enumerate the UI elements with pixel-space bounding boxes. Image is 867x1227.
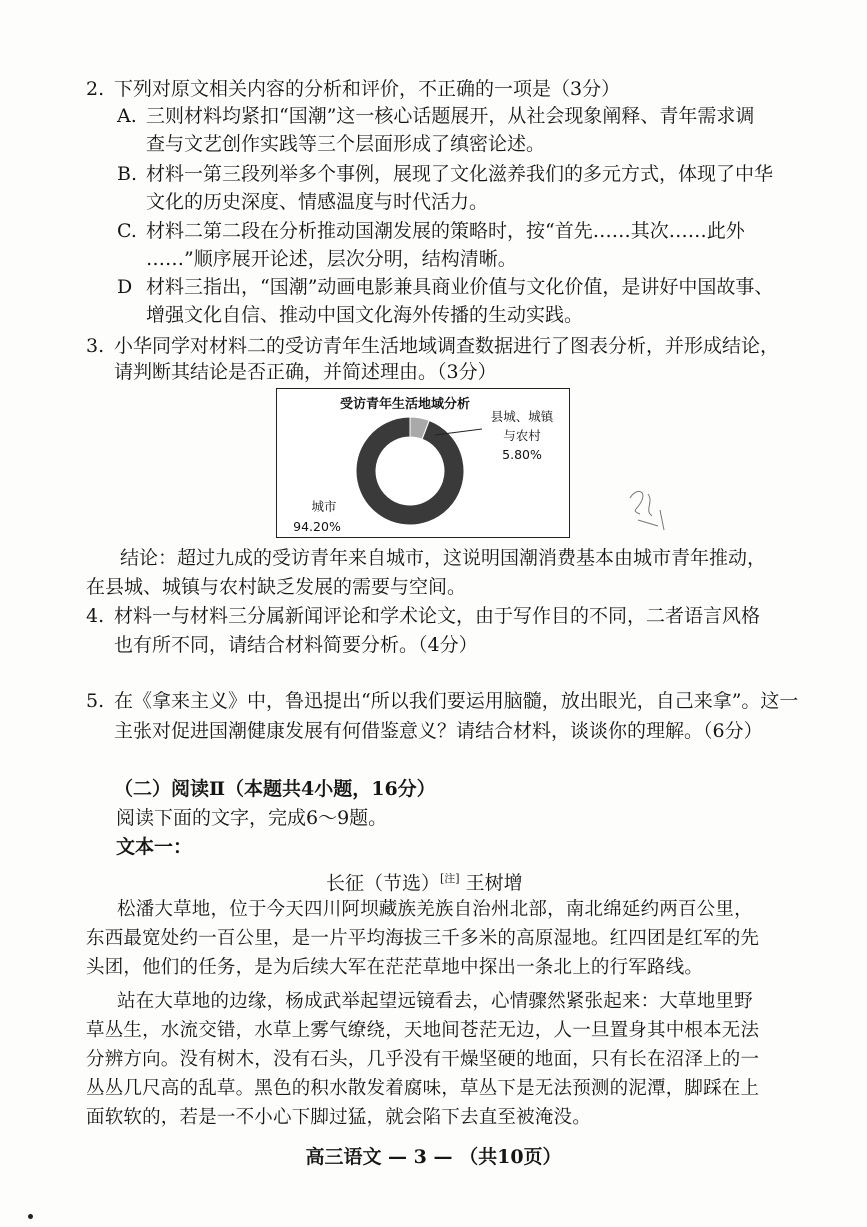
para2-line1: 站在大草地的边缘，杨成武举起望远镜看去，心情骤然紧张起来：大草地里野	[117, 991, 753, 1012]
q2-option-a-line1: 三则材料均紧扣“国潮”这一核心话题展开，从社会现象阐释、青年需求调	[146, 105, 755, 127]
section2-instruction: 阅读下面的文字，完成6～9题。	[116, 807, 388, 829]
rural-label-line2: 与农村	[503, 428, 541, 443]
q4-number: 4.	[86, 605, 105, 627]
article-title: 长征（节选）	[326, 872, 441, 895]
chart-svg	[277, 389, 569, 537]
para1-line2: 东西最宽处约一百公里，是一片平均海拔三千多米的高原湿地。红四团是红军的先	[86, 928, 760, 949]
q3-conclusion-line1: 结论：超过九成的受访青年来自城市，这说明国潮消费基本由城市青年推动，	[120, 547, 767, 569]
q2-option-a-label: A.	[117, 105, 137, 127]
rural-pct-label: 5.80%	[502, 447, 542, 462]
q5-line2: 主张对促进国潮健康发展有何借鉴意义？请结合材料，谈谈你的理解。（6分）	[114, 720, 763, 742]
q4-line2: 也有所不同，请结合材料简要分析。（4分）	[114, 634, 478, 656]
q4-line1: 材料一与材料三分属新闻评论和学术论文，由于写作目的不同，二者语言风格	[114, 605, 761, 627]
article-author: 王树增	[465, 872, 523, 895]
para2-line3: 分辨方向。没有树木，没有石头，几乎没有干燥坚硬的地面，只有长在沼泽上的一	[86, 1049, 760, 1070]
q3-conclusion-line2: 在县城、城镇与农村缺乏发展的需要与空间。	[86, 576, 467, 598]
article-note-mark: [注]	[440, 872, 460, 885]
section2-heading: （二）阅读Ⅱ（本题共4小题，16分）	[114, 778, 436, 800]
para2-line5: 面软软的，若是一不小心下脚过猛，就会陷下去直至被淹没。	[86, 1107, 591, 1128]
q2-stem: 下列对原文相关内容的分析和评价，不正确的一项是（3分）	[114, 78, 621, 100]
rural-label-line1: 县城、城镇	[490, 409, 554, 424]
para1-line1: 松潘大草地，位于今天四川阿坝藏族羌族自治州北部，南北绵延约两百公里，	[117, 899, 753, 920]
chart-title: 受访青年生活地域分析	[339, 397, 471, 412]
article-title-row	[326, 866, 523, 896]
city-pct-label: 94.20%	[293, 519, 341, 534]
para1-line3: 头团，他们的任务，是为后续大军在茫茫草地中探出一条北上的行军路线。	[86, 957, 704, 978]
q3-line1: 小华同学对材料二的受访青年生活地域调查数据进行了图表分析，并形成结论，	[114, 335, 780, 357]
q2-number: 2.	[86, 78, 105, 100]
q2-option-c-label: C.	[117, 220, 137, 242]
scan-dot-mark	[28, 1214, 33, 1219]
q2-option-a-line2: 查与文艺创作实践等三个层面形成了缜密论述。	[146, 133, 546, 155]
city-label: 城市	[311, 499, 337, 514]
q2-option-c-line2: ……”顺序展开论述，层次分明，结构清晰。	[146, 248, 517, 270]
q2-option-b-label: B.	[117, 163, 138, 185]
q2-option-c-line1: 材料二第二段在分析推动国潮发展的策略时，按“首先……其次……此外	[146, 220, 745, 242]
q3-number: 3.	[86, 335, 105, 357]
para2-line4: 丛丛几尺高的乱草。黑色的积水散发着腐味，草丛下是无法预测的泥潭，脚踩在上	[86, 1078, 760, 1099]
region-donut-chart	[276, 388, 570, 538]
q3-line2: 请判断其结论是否正确，并简述理由。（3分）	[114, 361, 497, 383]
text1-label: 文本一：	[116, 836, 193, 858]
para2-line2: 草丛生，水流交错，水草上雾气缭绕，天地间苍茫无边，人一旦置身其中根本无法	[86, 1020, 760, 1041]
q2-option-b-line1: 材料一第三段列举多个事例，展现了文化滋养我们的多元方式，体现了中华	[146, 163, 774, 185]
q2-option-d-line1: 材料三指出，“国潮”动画电影兼具商业价值与文化价值，是讲好中国故事、	[146, 276, 774, 298]
q2-option-d-line2: 增强文化自信、推动中国文化海外传播的生动实践。	[146, 304, 584, 326]
q2-option-b-line2: 文化的历史深度、情感温度与时代活力。	[146, 191, 489, 213]
q5-line1: 在《拿来主义》中，鲁迅提出“所以我们要运用脑髓，放出眼光，自己来拿”。这一	[114, 690, 799, 712]
page-footer: 高三语文 — 3 — （共10页）	[305, 1146, 562, 1168]
scan-scribble-mark	[618, 480, 678, 540]
q5-number: 5.	[86, 690, 105, 712]
q2-option-d-label: D	[117, 276, 133, 298]
